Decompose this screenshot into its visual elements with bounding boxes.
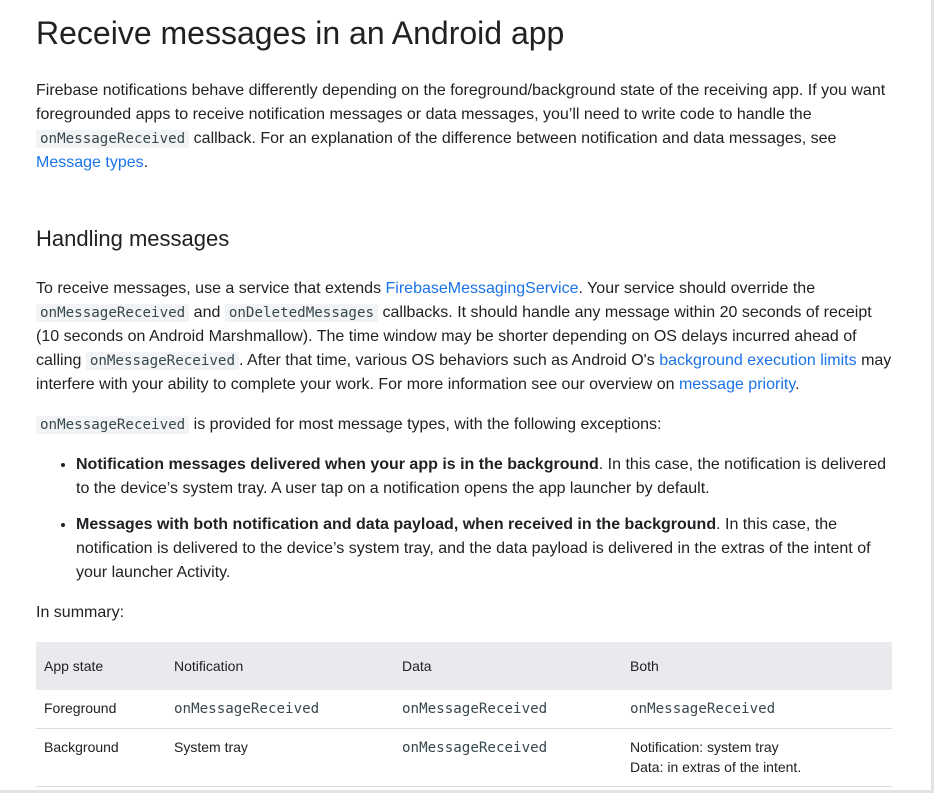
cell-data-code: onMessageReceived (402, 740, 548, 756)
bullet-1-bold: Notification messages delivered when your app is in the background (76, 456, 599, 473)
section-heading-handling-messages: Handling messages (36, 226, 230, 251)
handling-text-5: . After that time, various OS behaviors such as Android O's (239, 352, 655, 369)
cell-notification: System tray (166, 729, 394, 787)
handling-text-7: . (795, 376, 800, 393)
cell-data (394, 690, 622, 729)
cell-both-line-1: Notification: system tray (630, 739, 779, 755)
bullet-2-text: . In this case, the notification is delivered to the device’s system tray, and the data payload is delivered in the extras of the intent of your launcher Activity. (76, 516, 871, 581)
intro-text-3: . (143, 154, 149, 171)
bullet-1-text: . In this case, the notification is delivered to the device’s system tray. A user tap on a notification opens the app launcher by default. (76, 456, 887, 497)
background-execution-limits-link[interactable]: background execution limits (659, 352, 857, 369)
table-header-row (36, 642, 892, 690)
cell-notification-code: onMessageReceived (174, 701, 320, 717)
handling-text-4: callbacks. It should handle any message within 20 seconds of receipt (10 seconds on Android Marshmallow). The time window may be shorter depending on OS delays incurred ahead of calling (36, 304, 872, 369)
summary-label: In summary: (36, 604, 125, 621)
table-row (36, 729, 892, 787)
handling-paragraph (36, 277, 893, 397)
handling-code-onmessagereceived-2: onMessageReceived (86, 352, 239, 370)
exceptions-code-onmessagereceived: onMessageReceived (36, 416, 189, 434)
cell-state: Foreground (36, 690, 166, 729)
handling-text-3: and (193, 304, 221, 321)
list-item (76, 513, 893, 585)
header-app-state: App state (44, 658, 104, 674)
header-notification: Notification (174, 658, 244, 674)
handling-text-6: may interfere with your ability to complete your work. For more information see our overview on (36, 352, 892, 393)
intro-text-1: Firebase notifications behave differently depending on the foreground/background state of the receiving app. If you want foregrounded apps to receive notification messages or data messages, you’ll need to write code to handle the (36, 82, 886, 123)
list-item (76, 453, 893, 501)
exceptions-list (36, 453, 893, 597)
summary-table (36, 642, 892, 787)
cell-state: Background (36, 729, 166, 787)
cell-both (622, 729, 892, 787)
table-row (36, 690, 892, 729)
cell-both-code: onMessageReceived (630, 701, 776, 717)
intro-text-2: callback. For an explanation of the difference between notification and data messages, see (193, 130, 837, 147)
handling-text-1: To receive messages, use a service that extends (36, 280, 382, 297)
handling-text-2: . Your service should override the (578, 280, 816, 297)
exceptions-paragraph (36, 413, 893, 437)
cell-both-line-2: Data: in extras of the intent. (630, 759, 802, 775)
message-priority-link[interactable]: message priority (678, 376, 796, 393)
message-types-link[interactable]: Message types (36, 154, 144, 171)
header-both: Both (630, 658, 659, 674)
header-data: Data (402, 658, 432, 674)
cell-data-code: onMessageReceived (402, 701, 548, 717)
cell-both (622, 690, 892, 729)
handling-code-ondeletedmessages: onDeletedMessages (225, 304, 378, 322)
intro-code-onmessagereceived: onMessageReceived (36, 130, 189, 148)
cell-data (394, 729, 622, 787)
cell-notification (166, 690, 394, 729)
page-title: Receive messages in an Android app (36, 15, 565, 51)
firebase-messaging-service-link[interactable]: FirebaseMessagingService (385, 280, 579, 297)
bullet-2-bold: Messages with both notification and data payload, when received in the background (76, 516, 717, 533)
exceptions-text: is provided for most message types, with the following exceptions: (193, 416, 662, 433)
handling-code-onmessagereceived: onMessageReceived (36, 304, 189, 322)
intro-paragraph (36, 79, 893, 175)
